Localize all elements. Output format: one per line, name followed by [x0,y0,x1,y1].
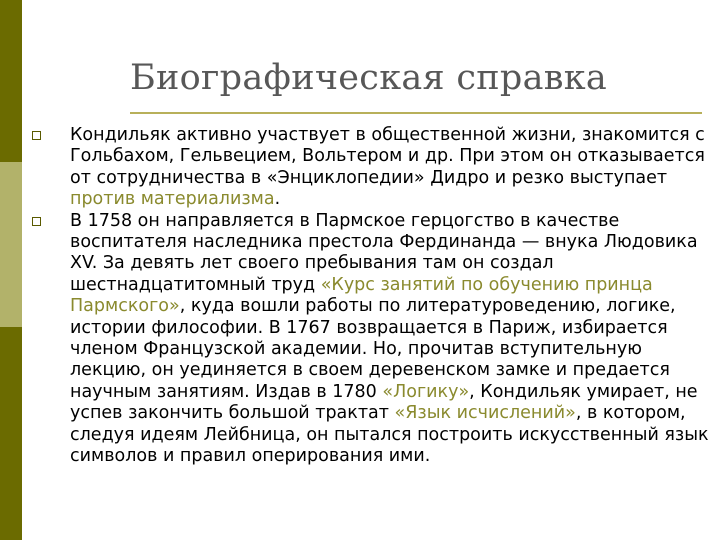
sidebar-segment-middle [0,162,22,327]
square-bullet-icon [32,217,41,226]
sidebar-segment-top [0,0,22,162]
highlighted-phrase: «Курс занятий по обучению принца Пармского» [70,274,653,317]
bullet-text: Кондильяк активно участвует в общественной жизни, знакомится с Гольбахом, Гельвецием, Вольтером и др. При этом он отказывается от сотрудничества в «Энциклопедии» Дидро и резко выступает [70,125,705,188]
title-underline [130,112,702,114]
bullet-text: В 1758 он направляется в Пармское герцогство в качестве воспитателя наследника престола Фердинанда — внука Людовика XV. За девять лет своего пребывания там он создал шестнадцатитомный труд [70,210,698,295]
bullet-text: , куда вошли работы по литературоведению, логике, истории философии. В 1767 возвращается в Париж, избирается членом Французской академии. Но, прочитав вступительную лекцию, он уединяется в своем деревенском замке и предается научным занятиям. Издав в 1780 [70,296,676,402]
bullet-text: . [274,189,281,210]
highlighted-phrase: «Язык исчислений» [394,403,576,424]
slide-body [30,125,714,468]
sidebar-segment-bottom [0,327,22,540]
sidebar-decoration [0,0,22,540]
square-bullet-icon [32,131,41,140]
slide-title: Биографическая справка [130,58,608,98]
bullet-text: , в котором, следуя идеям Лейбница, он пытался построить искусственный язык символов и правил оперирования ими. [70,403,709,467]
highlighted-phrase: «Логику» [382,381,470,402]
bullet-item [30,125,714,211]
bullet-text: , Кондильяк умирает, не успев закончить большой трактат [70,381,698,424]
bullet-item [30,211,714,468]
highlighted-phrase: против материализма [70,189,275,210]
